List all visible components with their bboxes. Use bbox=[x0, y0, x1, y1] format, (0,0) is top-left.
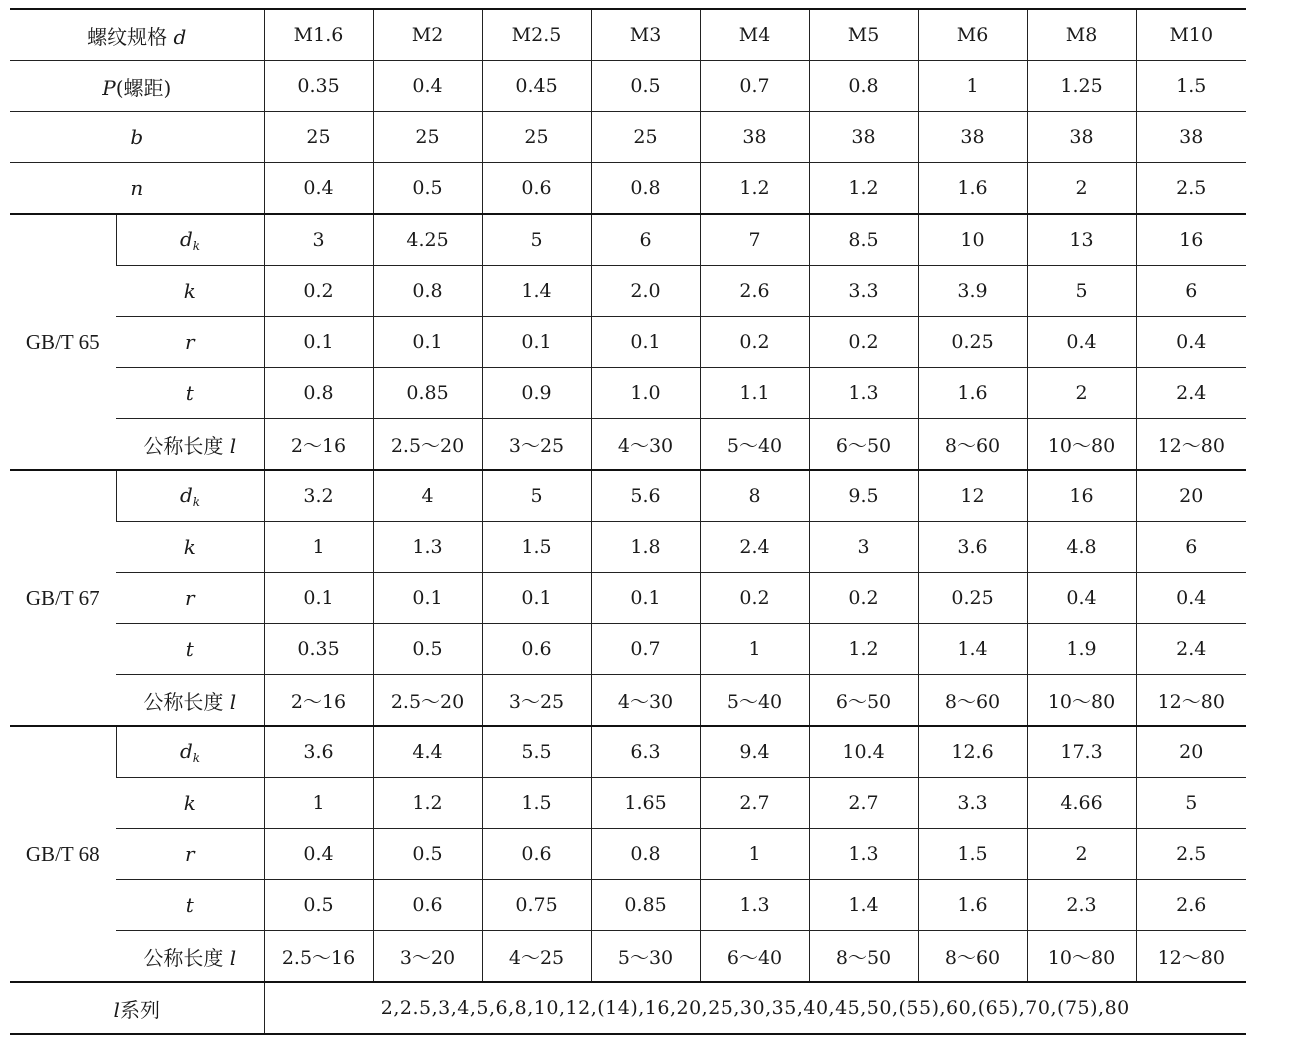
group-row bbox=[10, 829, 1246, 880]
table-cell: 2.4 bbox=[700, 522, 809, 573]
table-cell: 5 bbox=[1136, 778, 1246, 829]
table-cell: 0.1 bbox=[373, 317, 482, 368]
param-label bbox=[116, 624, 264, 675]
table-cell: 2.5 bbox=[1136, 829, 1246, 880]
table-cell: 1.2 bbox=[700, 163, 809, 215]
table-cell: 10～80 bbox=[1027, 931, 1136, 983]
table-cell: 0.5 bbox=[591, 61, 700, 112]
size-header-cell: M5 bbox=[809, 9, 918, 61]
thread-spec-text: 螺纹规格 bbox=[87, 24, 174, 49]
table-cell: 10.4 bbox=[809, 726, 918, 778]
common-row bbox=[10, 61, 1246, 112]
param-label-sub: k bbox=[192, 239, 201, 253]
header-row bbox=[10, 9, 1246, 61]
param-label bbox=[116, 880, 264, 931]
group-row bbox=[10, 522, 1246, 573]
table-cell: 0.6 bbox=[373, 880, 482, 931]
size-header-cell: M6 bbox=[918, 9, 1027, 61]
table-cell: 12～80 bbox=[1136, 419, 1246, 471]
table-cell: 0.8 bbox=[264, 368, 373, 419]
table-cell: 0.4 bbox=[1136, 317, 1246, 368]
table-cell: 38 bbox=[1027, 112, 1136, 163]
param-label-sub: k bbox=[192, 751, 201, 765]
table-cell: 0.1 bbox=[373, 573, 482, 624]
table-cell: 0.7 bbox=[591, 624, 700, 675]
table-cell: 5.5 bbox=[482, 726, 591, 778]
table-cell: 1.0 bbox=[591, 368, 700, 419]
table-cell: 25 bbox=[264, 112, 373, 163]
table-cell: 2 bbox=[1027, 829, 1136, 880]
table-cell: 1 bbox=[918, 61, 1027, 112]
table-cell: 0.4 bbox=[1136, 573, 1246, 624]
group-row bbox=[10, 880, 1246, 931]
param-label bbox=[116, 726, 264, 778]
table-cell: 2.5～20 bbox=[373, 675, 482, 727]
table-cell: 4～30 bbox=[591, 419, 700, 471]
table-cell: 25 bbox=[482, 112, 591, 163]
size-header-cell: M3 bbox=[591, 9, 700, 61]
table-cell: 0.4 bbox=[1027, 573, 1136, 624]
table-cell: 0.5 bbox=[373, 163, 482, 215]
table-cell: 8～60 bbox=[918, 931, 1027, 983]
table-cell: 2.0 bbox=[591, 266, 700, 317]
row-label-var: P bbox=[102, 75, 116, 100]
table-cell: 17.3 bbox=[1027, 726, 1136, 778]
param-label-var: d bbox=[179, 483, 193, 507]
param-label-var: l bbox=[229, 945, 237, 970]
param-label-var: k bbox=[183, 791, 196, 815]
table-cell: 0.1 bbox=[482, 573, 591, 624]
table-cell: 0.2 bbox=[700, 573, 809, 624]
table-cell: 0.1 bbox=[264, 317, 373, 368]
size-header-cell: M2.5 bbox=[482, 9, 591, 61]
table-cell: 12.6 bbox=[918, 726, 1027, 778]
table-cell: 0.5 bbox=[373, 624, 482, 675]
l-series-row bbox=[10, 982, 1246, 1034]
param-label-var: l bbox=[229, 433, 237, 458]
group-row bbox=[10, 726, 1246, 778]
table-cell: 0.75 bbox=[482, 880, 591, 931]
table-cell: 0.4 bbox=[373, 61, 482, 112]
table-cell: 2.6 bbox=[700, 266, 809, 317]
table-cell: 25 bbox=[373, 112, 482, 163]
param-label bbox=[116, 368, 264, 419]
table-cell: 6 bbox=[1136, 266, 1246, 317]
param-label-var: t bbox=[185, 893, 194, 917]
table-cell: 0.5 bbox=[373, 829, 482, 880]
param-label bbox=[116, 317, 264, 368]
table-cell: 3.2 bbox=[264, 470, 373, 522]
table-cell: 9.5 bbox=[809, 470, 918, 522]
table-cell: 1.2 bbox=[809, 624, 918, 675]
thread-spec-var: d bbox=[173, 24, 187, 49]
table-cell: 5～30 bbox=[591, 931, 700, 983]
l-series-text: 系列 bbox=[119, 997, 160, 1022]
table-cell: 6.3 bbox=[591, 726, 700, 778]
table-cell: 1.25 bbox=[1027, 61, 1136, 112]
table-cell: 4.4 bbox=[373, 726, 482, 778]
table-cell: 1.6 bbox=[918, 880, 1027, 931]
table-cell: 4～30 bbox=[591, 675, 700, 727]
table-cell: 10 bbox=[918, 214, 1027, 266]
table-cell: 3.9 bbox=[918, 266, 1027, 317]
table-cell: 3.3 bbox=[918, 778, 1027, 829]
table-cell: 1.5 bbox=[1136, 61, 1246, 112]
table-cell: 0.2 bbox=[809, 317, 918, 368]
group-row bbox=[10, 419, 1246, 471]
table-cell: 1.4 bbox=[918, 624, 1027, 675]
table-cell: 16 bbox=[1136, 214, 1246, 266]
table-cell: 0.2 bbox=[809, 573, 918, 624]
group-row bbox=[10, 266, 1246, 317]
common-row bbox=[10, 112, 1246, 163]
table-cell: 12 bbox=[918, 470, 1027, 522]
table-cell: 20 bbox=[1136, 470, 1246, 522]
size-header-cell: M10 bbox=[1136, 9, 1246, 61]
table-cell: 5 bbox=[482, 214, 591, 266]
table-cell: 13 bbox=[1027, 214, 1136, 266]
param-label-var: t bbox=[185, 381, 194, 405]
row-label bbox=[10, 163, 264, 215]
table-cell: 6～50 bbox=[809, 419, 918, 471]
table-cell: 4.66 bbox=[1027, 778, 1136, 829]
table-cell: 1 bbox=[700, 624, 809, 675]
table-cell: 7 bbox=[700, 214, 809, 266]
group-row bbox=[10, 317, 1246, 368]
table-cell: 1.3 bbox=[700, 880, 809, 931]
table-cell: 1 bbox=[264, 522, 373, 573]
table-cell: 0.25 bbox=[918, 317, 1027, 368]
table-cell: 2.7 bbox=[700, 778, 809, 829]
table-cell: 12～80 bbox=[1136, 931, 1246, 983]
table-body bbox=[10, 9, 1246, 1034]
param-label bbox=[116, 266, 264, 317]
table-cell: 20 bbox=[1136, 726, 1246, 778]
size-header-cell: M1.6 bbox=[264, 9, 373, 61]
group-row bbox=[10, 778, 1246, 829]
group-row bbox=[10, 675, 1246, 727]
table-cell: 1.2 bbox=[809, 163, 918, 215]
table-cell: 5～40 bbox=[700, 419, 809, 471]
table-cell: 38 bbox=[918, 112, 1027, 163]
table-cell: 0.8 bbox=[809, 61, 918, 112]
table-cell: 12～80 bbox=[1136, 675, 1246, 727]
group-row bbox=[10, 624, 1246, 675]
table-cell: 3～25 bbox=[482, 675, 591, 727]
table-cell: 0.7 bbox=[700, 61, 809, 112]
param-label bbox=[116, 214, 264, 266]
screw-dimension-table-container bbox=[10, 8, 1246, 1035]
standard-group-label: GB/T 68 bbox=[10, 726, 116, 982]
param-label-var: d bbox=[179, 227, 193, 251]
l-series-values: 2,2.5,3,4,5,6,8,10,12,(14),16,20,25,30,35,40,45,50,(55),60,(65),70,(75),80 bbox=[264, 982, 1246, 1034]
table-cell: 1.5 bbox=[918, 829, 1027, 880]
table-cell: 2 bbox=[1027, 163, 1136, 215]
table-cell: 2 bbox=[1027, 368, 1136, 419]
param-label bbox=[116, 470, 264, 522]
table-cell: 3.3 bbox=[809, 266, 918, 317]
table-cell: 8.5 bbox=[809, 214, 918, 266]
thread-spec-label bbox=[10, 9, 264, 61]
table-cell: 0.85 bbox=[591, 880, 700, 931]
param-label bbox=[116, 931, 264, 983]
param-label-text: 公称长度 bbox=[143, 433, 230, 458]
param-label bbox=[116, 829, 264, 880]
table-cell: 8～60 bbox=[918, 675, 1027, 727]
table-cell: 2.7 bbox=[809, 778, 918, 829]
row-label bbox=[10, 112, 264, 163]
param-label bbox=[116, 778, 264, 829]
table-cell: 2.6 bbox=[1136, 880, 1246, 931]
table-cell: 38 bbox=[809, 112, 918, 163]
table-cell: 4.8 bbox=[1027, 522, 1136, 573]
param-label-var: r bbox=[184, 330, 195, 354]
param-label-var: k bbox=[183, 535, 196, 559]
table-cell: 1 bbox=[700, 829, 809, 880]
table-cell: 1.5 bbox=[482, 522, 591, 573]
common-row bbox=[10, 163, 1246, 215]
table-cell: 3 bbox=[809, 522, 918, 573]
table-cell: 8 bbox=[700, 470, 809, 522]
l-series-label bbox=[10, 982, 264, 1034]
param-label-var: t bbox=[185, 637, 194, 661]
table-cell: 8～50 bbox=[809, 931, 918, 983]
table-cell: 5 bbox=[482, 470, 591, 522]
table-cell: 38 bbox=[700, 112, 809, 163]
table-cell: 2～16 bbox=[264, 419, 373, 471]
table-cell: 1.65 bbox=[591, 778, 700, 829]
table-cell: 1.6 bbox=[918, 163, 1027, 215]
table-cell: 6 bbox=[591, 214, 700, 266]
standard-group-label: GB/T 65 bbox=[10, 214, 116, 470]
param-label-var: r bbox=[184, 586, 195, 610]
table-cell: 1.6 bbox=[918, 368, 1027, 419]
table-cell: 0.4 bbox=[264, 163, 373, 215]
size-header-cell: M8 bbox=[1027, 9, 1136, 61]
table-cell: 4～25 bbox=[482, 931, 591, 983]
table-cell: 2.5～20 bbox=[373, 419, 482, 471]
table-cell: 1 bbox=[264, 778, 373, 829]
size-header-cell: M4 bbox=[700, 9, 809, 61]
table-cell: 0.1 bbox=[591, 573, 700, 624]
l-series-var: l bbox=[113, 997, 120, 1022]
param-label-text: 公称长度 bbox=[143, 945, 230, 970]
row-label-text: (螺距) bbox=[115, 75, 172, 100]
table-cell: 38 bbox=[1136, 112, 1246, 163]
table-cell: 0.8 bbox=[591, 829, 700, 880]
table-cell: 0.85 bbox=[373, 368, 482, 419]
table-cell: 1.3 bbox=[809, 829, 918, 880]
table-cell: 8～60 bbox=[918, 419, 1027, 471]
param-label-var: l bbox=[229, 689, 237, 714]
table-cell: 1.2 bbox=[373, 778, 482, 829]
table-cell: 1.1 bbox=[700, 368, 809, 419]
table-cell: 6～40 bbox=[700, 931, 809, 983]
table-cell: 0.35 bbox=[264, 624, 373, 675]
table-cell: 2.3 bbox=[1027, 880, 1136, 931]
table-cell: 5～40 bbox=[700, 675, 809, 727]
size-header-cell: M2 bbox=[373, 9, 482, 61]
param-label bbox=[116, 573, 264, 624]
table-cell: 0.6 bbox=[482, 163, 591, 215]
table-cell: 1.3 bbox=[373, 522, 482, 573]
table-cell: 0.45 bbox=[482, 61, 591, 112]
param-label bbox=[116, 675, 264, 727]
param-label-var: r bbox=[184, 842, 195, 866]
table-cell: 6 bbox=[1136, 522, 1246, 573]
row-label-var: b bbox=[130, 125, 144, 149]
table-cell: 3.6 bbox=[918, 522, 1027, 573]
row-label bbox=[10, 61, 264, 112]
row-label-var: n bbox=[130, 176, 144, 200]
table-cell: 4.25 bbox=[373, 214, 482, 266]
param-label-var: d bbox=[179, 739, 193, 763]
group-row bbox=[10, 573, 1246, 624]
table-cell: 0.9 bbox=[482, 368, 591, 419]
table-cell: 2.5～16 bbox=[264, 931, 373, 983]
table-cell: 6～50 bbox=[809, 675, 918, 727]
screw-dimension-table bbox=[10, 8, 1246, 1035]
table-cell: 1.5 bbox=[482, 778, 591, 829]
table-cell: 1.9 bbox=[1027, 624, 1136, 675]
group-row bbox=[10, 214, 1246, 266]
table-cell: 25 bbox=[591, 112, 700, 163]
param-label-text: 公称长度 bbox=[143, 689, 230, 714]
table-cell: 0.4 bbox=[1027, 317, 1136, 368]
table-cell: 4 bbox=[373, 470, 482, 522]
table-cell: 0.1 bbox=[482, 317, 591, 368]
table-cell: 0.6 bbox=[482, 829, 591, 880]
table-cell: 1.8 bbox=[591, 522, 700, 573]
table-cell: 0.6 bbox=[482, 624, 591, 675]
table-cell: 2.4 bbox=[1136, 368, 1246, 419]
table-cell: 0.25 bbox=[918, 573, 1027, 624]
table-cell: 10～80 bbox=[1027, 419, 1136, 471]
param-label-var: k bbox=[183, 279, 196, 303]
table-cell: 1.4 bbox=[482, 266, 591, 317]
table-cell: 3～25 bbox=[482, 419, 591, 471]
group-row bbox=[10, 470, 1246, 522]
table-cell: 9.4 bbox=[700, 726, 809, 778]
table-cell: 5 bbox=[1027, 266, 1136, 317]
param-label-sub: k bbox=[192, 495, 201, 509]
table-cell: 0.35 bbox=[264, 61, 373, 112]
table-cell: 0.8 bbox=[591, 163, 700, 215]
table-cell: 0.8 bbox=[373, 266, 482, 317]
table-cell: 0.2 bbox=[700, 317, 809, 368]
group-row bbox=[10, 931, 1246, 983]
table-cell: 3 bbox=[264, 214, 373, 266]
table-cell: 2.4 bbox=[1136, 624, 1246, 675]
group-row bbox=[10, 368, 1246, 419]
table-cell: 1.4 bbox=[809, 880, 918, 931]
table-cell: 16 bbox=[1027, 470, 1136, 522]
table-cell: 0.5 bbox=[264, 880, 373, 931]
standard-group-label: GB/T 67 bbox=[10, 470, 116, 726]
table-cell: 2～16 bbox=[264, 675, 373, 727]
table-cell: 0.2 bbox=[264, 266, 373, 317]
table-cell: 2.5 bbox=[1136, 163, 1246, 215]
param-label bbox=[116, 522, 264, 573]
table-cell: 3～20 bbox=[373, 931, 482, 983]
table-cell: 0.4 bbox=[264, 829, 373, 880]
table-cell: 5.6 bbox=[591, 470, 700, 522]
table-cell: 1.3 bbox=[809, 368, 918, 419]
table-cell: 3.6 bbox=[264, 726, 373, 778]
param-label bbox=[116, 419, 264, 471]
table-cell: 0.1 bbox=[264, 573, 373, 624]
table-cell: 10～80 bbox=[1027, 675, 1136, 727]
table-cell: 0.1 bbox=[591, 317, 700, 368]
